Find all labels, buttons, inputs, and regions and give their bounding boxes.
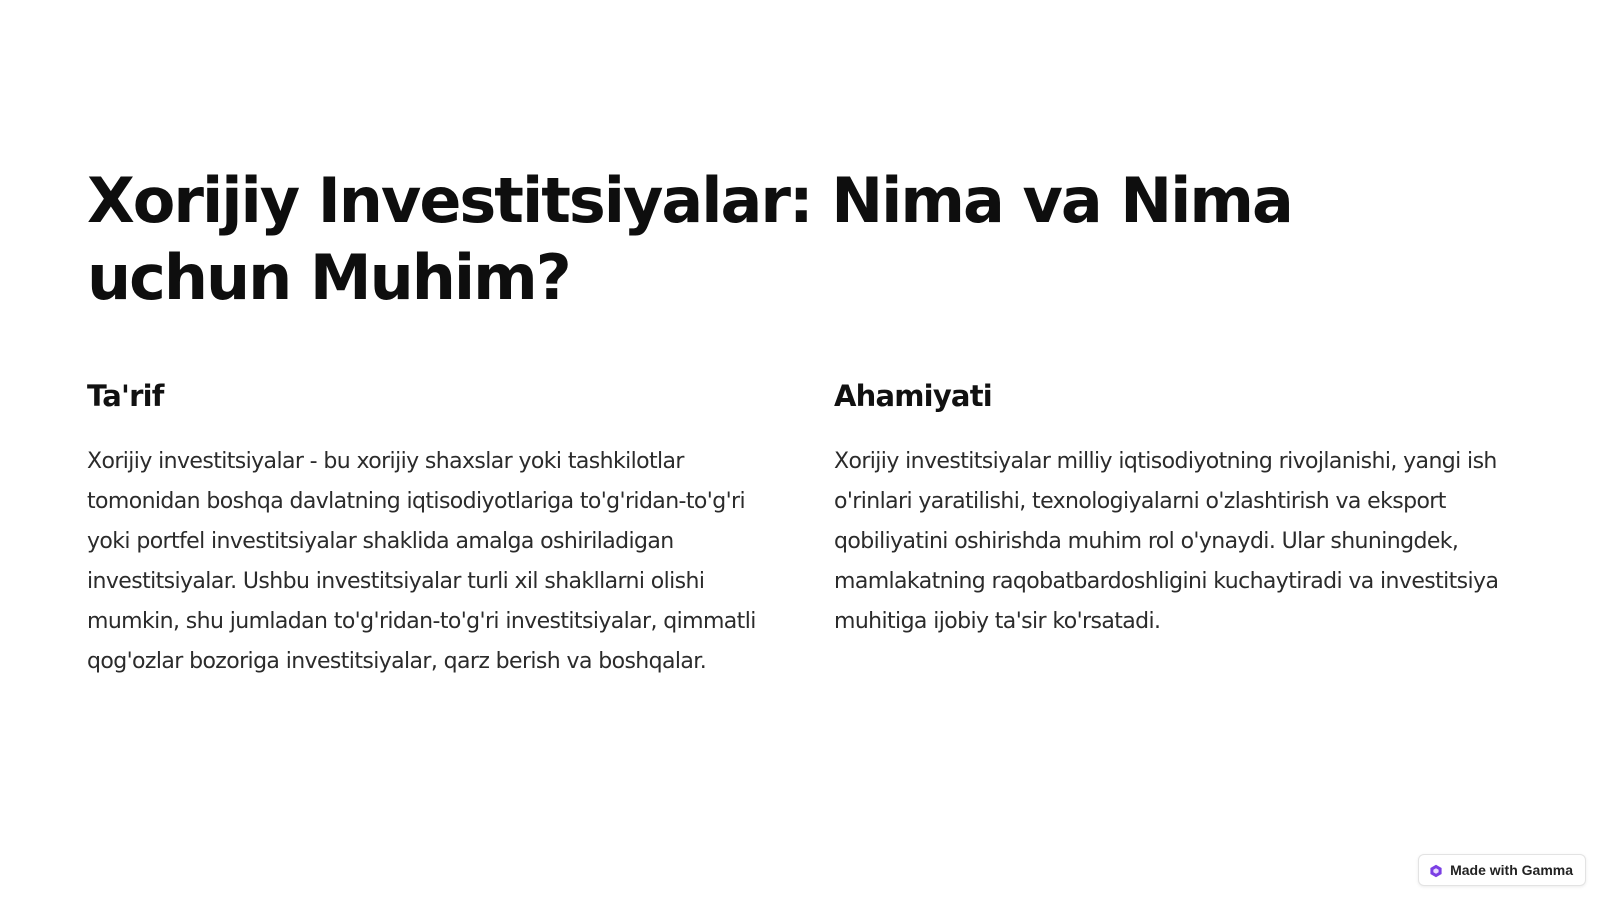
importance-column: [834, 376, 1524, 642]
slide-title: Xorijiy Investitsiyalar: Nima va Nima uchun Muhim?: [87, 164, 1292, 314]
importance-heading: Ahamiyati: [834, 379, 992, 413]
badge-label: Made with Gamma: [1450, 862, 1573, 878]
gamma-logo-icon: [1429, 863, 1443, 877]
definition-heading: Ta'rif: [87, 379, 164, 413]
importance-text: Xorijiy investitsiyalar milliy iqtisodiyotning rivojlanishi, yangi ish o'rinlari yaratilishi, texnologiyalarni o'zlashtirish va eksport qobiliyatini oshirishda muhim rol o'ynaydi. Ular shuningdek, mamlakatning raqobatbardoshligini kuchaytiradi va investitsiya muhitiga ijobiy ta'sir ko'rsatadi.: [834, 449, 1499, 634]
definition-column: [87, 376, 777, 682]
made-with-gamma-badge[interactable]: [1418, 854, 1586, 886]
definition-text: Xorijiy investitsiyalar - bu xorijiy shaxslar yoki tashkilotlar tomonidan boshqa davlatning iqtisodiyotlariga to'g'ridan-to'g'ri yoki portfel investitsiyalar shaklida amalga oshiriladigan investitsiyalar. Ushbu investitsiyalar turli xil shakllarni olishi mumkin, shu jumladan to'g'ridan-to'g'ri investitsiyalar, qimmatli qog'ozlar bozoriga investitsiyalar, qarz berish va boshqalar.: [87, 449, 756, 674]
